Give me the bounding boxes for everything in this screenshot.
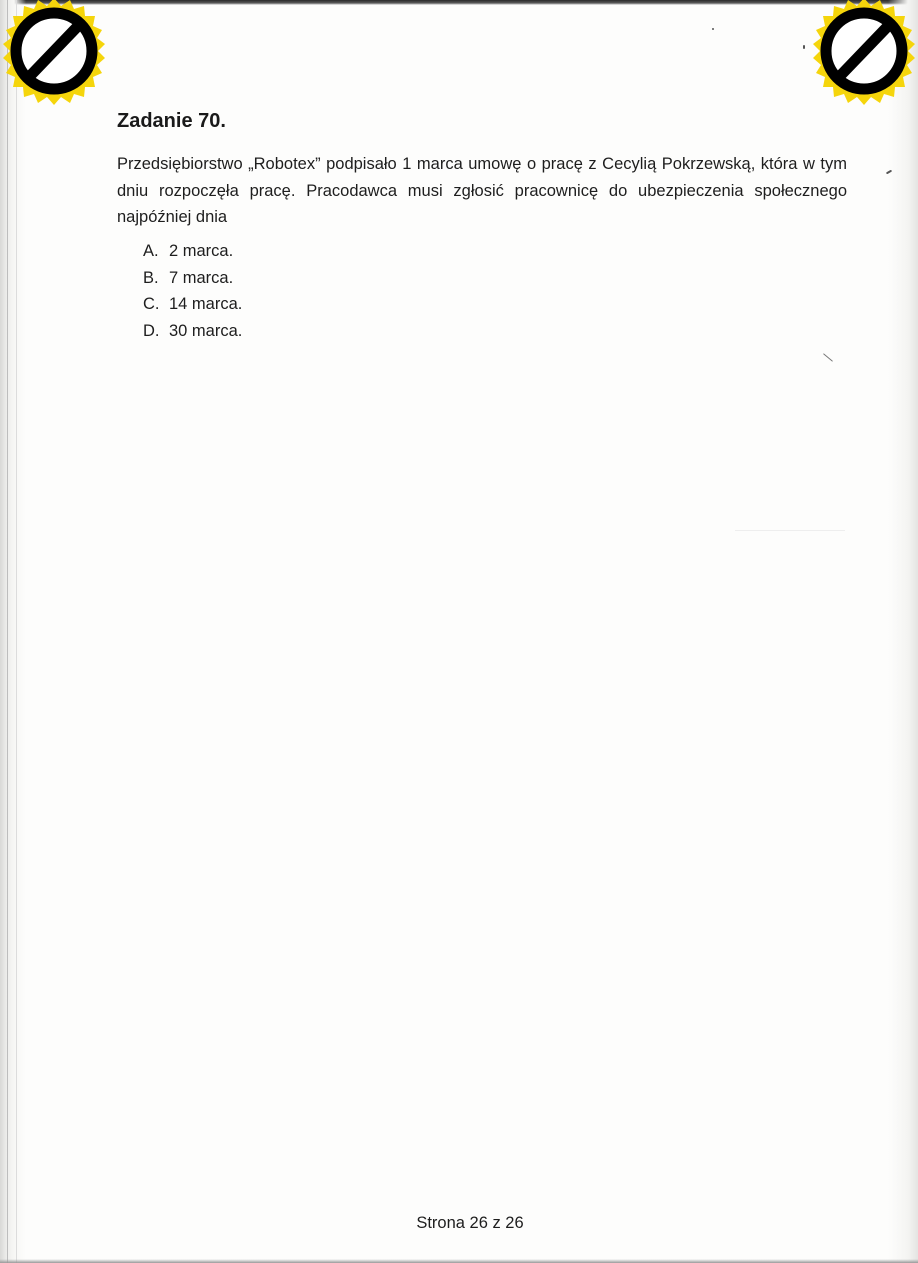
scan-speck [823, 353, 833, 361]
option-letter: C. [143, 295, 160, 313]
answer-options [143, 238, 242, 344]
option-text: 7 marca. [169, 268, 234, 287]
scan-left-line [7, 0, 8, 1263]
scan-top-edge [0, 0, 918, 5]
scan-speck [712, 28, 714, 30]
option-letter: A. [143, 242, 159, 260]
scan-left-edge [0, 0, 26, 1263]
answer-option-a [143, 238, 242, 265]
option-text: 14 marca. [169, 295, 243, 313]
option-letter: B. [143, 268, 159, 287]
option-text: 2 marca. [169, 242, 234, 260]
scan-speck [803, 45, 805, 49]
task-question: Przedsiębiorstwo „Robotex” podpisało 1 marca umowę o pracę z Cecylią Pokrzewską, która w tym dniu rozpoczęła pracę. Pracodawca musi zgłosić pracownicę do ubezpieczenia społecznego najpóźniej dnia [117, 155, 847, 226]
prohibited-sign-icon [0, 0, 110, 108]
answer-option-d [143, 318, 242, 345]
option-text: 30 marca. [169, 321, 243, 340]
scan-left-line-2 [16, 0, 17, 1263]
option-letter: D. [143, 321, 160, 340]
scan-right-edge [888, 0, 918, 1263]
prohibited-sign-icon [808, 0, 918, 108]
answer-option-b [143, 265, 242, 292]
page-number: Strona 26 z 26 [416, 1214, 524, 1232]
scan-bottom-edge [0, 1259, 918, 1263]
page-footer [0, 1214, 918, 1233]
task-title: Zadanie 70. [117, 110, 226, 132]
answer-option-c [143, 291, 242, 318]
bleed-through-mark [735, 530, 845, 553]
